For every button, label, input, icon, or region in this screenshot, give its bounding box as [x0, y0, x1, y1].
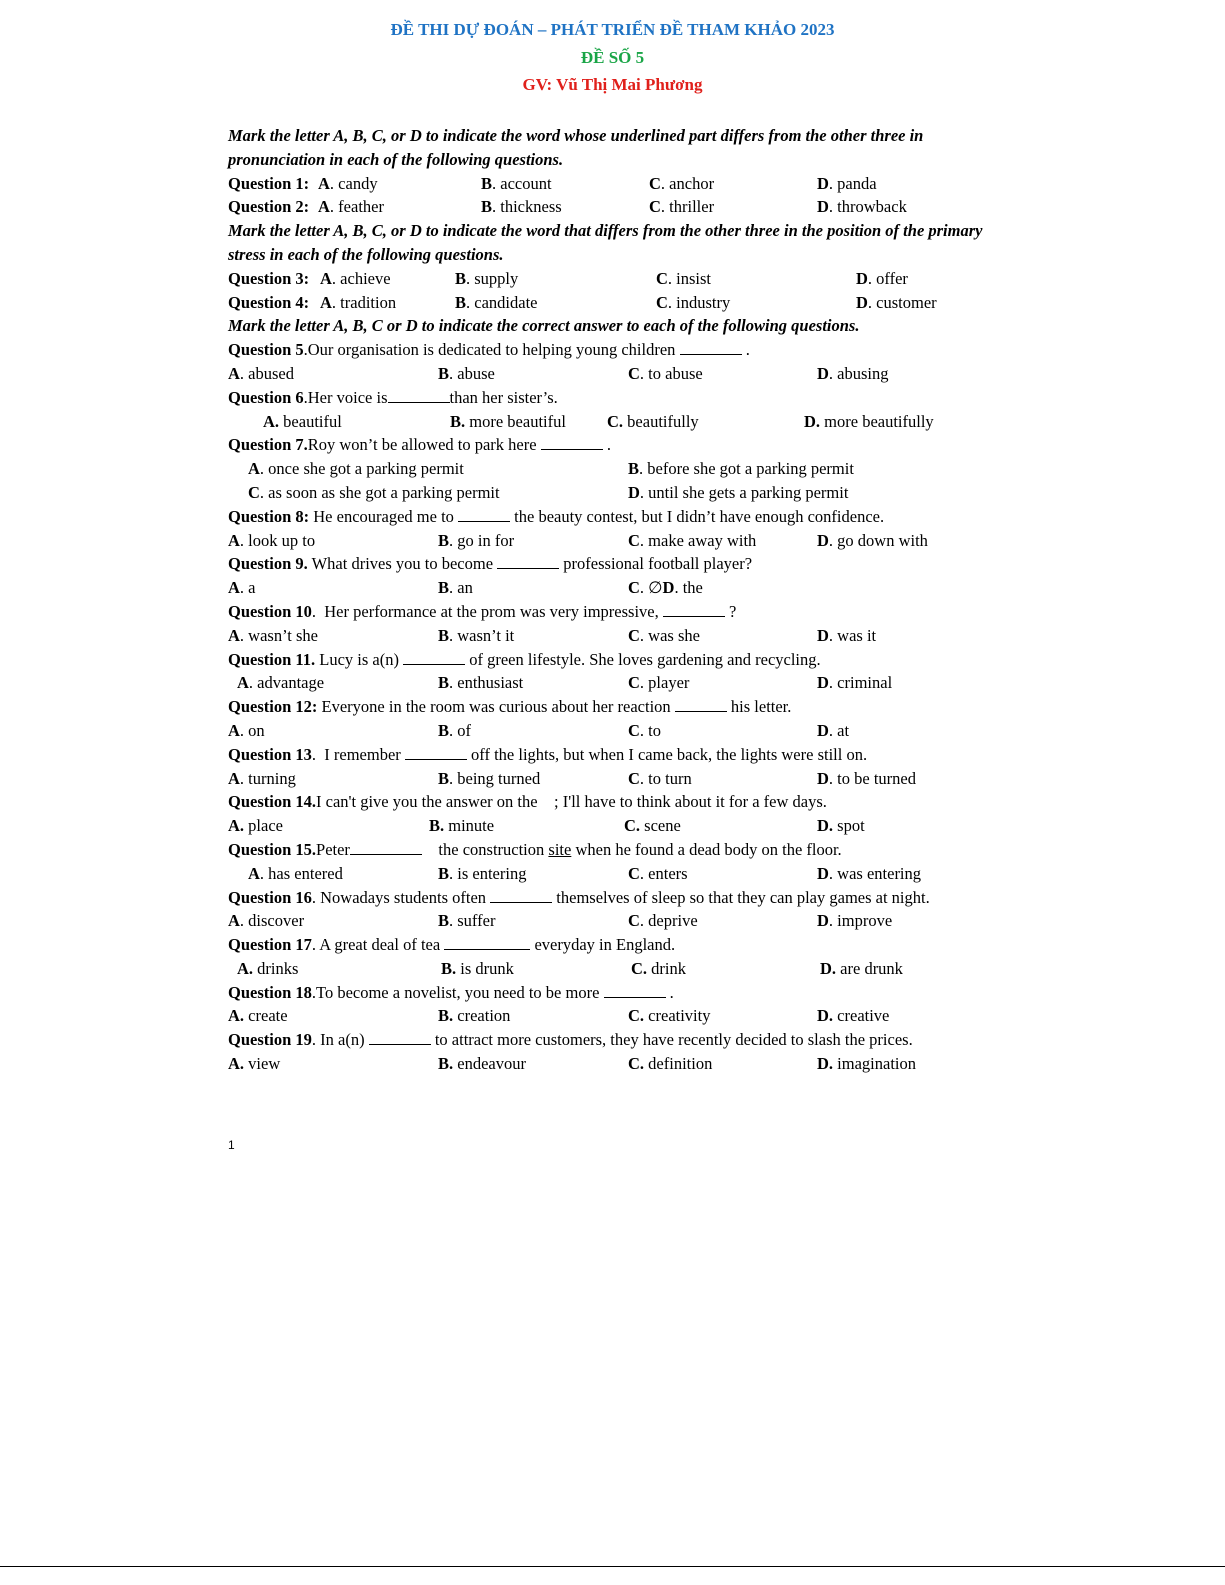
option-d: imagination	[837, 1054, 916, 1074]
question-label: Question 17	[228, 935, 312, 955]
question-8-options: A. look up to B. go in for C. make away with D. go down with	[228, 530, 928, 550]
question-label: Question 3:	[228, 268, 310, 288]
option-letter: A	[320, 292, 332, 312]
answer-blank	[458, 507, 510, 522]
option-a: feather	[338, 197, 384, 217]
option-letter: C	[628, 1006, 640, 1026]
option-b: wasn’t it	[457, 625, 515, 645]
question-label: Question 5	[228, 340, 304, 360]
option-c: as soon as she got a parking permit	[268, 482, 500, 502]
option-letter: D	[817, 768, 829, 788]
answer-blank	[680, 340, 742, 355]
option-d: at	[837, 720, 850, 740]
question-2: Question 2: A. feather B. thickness C. thriller D. throwback	[228, 197, 907, 217]
option-letter: A	[228, 625, 240, 645]
option-letter: A	[248, 459, 260, 479]
question-11-options: A. advantage B. enthusiast C. player D. criminal	[237, 673, 893, 693]
option-letter: A	[228, 1054, 240, 1074]
option-b: suffer	[457, 911, 496, 931]
option-letter: B	[438, 530, 450, 550]
question-stem: ; I'll have to think about it for a few days.	[554, 792, 827, 812]
option-a: abused	[248, 363, 294, 383]
option-letter: B	[438, 363, 450, 383]
option-a: wasn’t she	[248, 625, 318, 645]
option-letter: C	[628, 720, 640, 740]
option-b: is drunk	[460, 958, 514, 978]
question-13-stem: Question 13. I remember off the lights, but when I came back, the lights were still on.	[228, 744, 868, 764]
option-c: ∅	[648, 578, 663, 598]
question-label: Question 19	[228, 1030, 312, 1050]
option-d: creative	[837, 1006, 890, 1026]
option-letter: A	[248, 863, 260, 883]
option-letter: A	[318, 197, 330, 217]
option-a: achieve	[340, 268, 391, 288]
instruction-correct-answer: Mark the letter A, B, C or D to indicate the correct answer to each of the following questions.	[228, 316, 860, 336]
option-letter: C	[628, 625, 640, 645]
question-7-options-ab: A. once she got a parking permit B. before she got a parking permit	[248, 459, 854, 479]
option-letter: B	[438, 768, 450, 788]
option-letter: A	[228, 578, 240, 598]
question-5-stem: Question 5.Our organisation is dedicated to helping young children .	[228, 340, 750, 360]
question-label: Question 9.	[228, 554, 308, 574]
exam-title: ĐỀ THI DỰ ĐOÁN – PHÁT TRIỂN ĐỀ THAM KHẢO 2023	[390, 20, 835, 39]
option-d: improve	[837, 911, 893, 931]
question-stem: Her performance at the prom was very impressive,	[324, 601, 659, 621]
answer-blank	[350, 840, 422, 855]
question-label: Question 10	[228, 601, 312, 621]
option-letter: A	[228, 363, 240, 383]
question-label: Question 11.	[228, 649, 316, 669]
option-letter: C	[628, 1054, 640, 1074]
option-d: abusing	[837, 363, 889, 383]
option-letter: C	[248, 482, 260, 502]
option-c: to	[648, 720, 662, 740]
instruction-stress: Mark the letter A, B, C, or D to indicate the word that differs from the other three in the position of the primary stress in each of the following questions.	[228, 221, 983, 264]
option-letter: D	[817, 625, 829, 645]
question-stem: What drives you to become	[311, 554, 494, 574]
question-stem: professional football player?	[563, 554, 753, 574]
option-letter: C	[649, 173, 661, 193]
option-letter: C	[628, 530, 640, 550]
option-b: creation	[457, 1006, 511, 1026]
answer-blank	[405, 745, 467, 760]
question-stem: of green lifestyle. She loves gardening and recycling.	[469, 649, 821, 669]
option-c: anchor	[669, 173, 715, 193]
option-c: insist	[676, 268, 712, 288]
question-15-options: A. has entered B. is entering C. enters D. was entering	[248, 863, 922, 883]
question-label: Question 12:	[228, 697, 318, 717]
option-letter: D	[817, 863, 829, 883]
question-19-stem: Question 19. In a(n) to attract more customers, they have recently decided to slash the prices.	[228, 1030, 913, 1050]
question-content	[228, 124, 993, 1076]
option-c: creativity	[648, 1006, 711, 1026]
option-b: account	[500, 173, 552, 193]
option-letter: A	[228, 720, 240, 740]
question-1: Question 1: A. candy B. account C. anchor D. panda	[228, 173, 877, 193]
option-d: the	[682, 578, 703, 598]
question-3: Question 3: A. achieve B. supply C. insist D. offer	[228, 268, 908, 288]
question-17-options: A. drinks B. is drunk C. drink D. are drunk	[237, 958, 903, 978]
question-7-stem: Question 7.Roy won’t be allowed to park here .	[228, 435, 611, 455]
option-letter: D	[817, 363, 829, 383]
option-letter: B	[438, 578, 450, 598]
answer-blank	[497, 554, 559, 569]
answer-blank	[663, 602, 725, 617]
option-letter: C	[628, 911, 640, 931]
option-a: beautiful	[283, 411, 342, 431]
option-a: on	[248, 720, 265, 740]
option-letter: B	[481, 173, 493, 193]
option-b: of	[457, 720, 472, 740]
option-c: deprive	[648, 911, 698, 931]
option-a: a	[248, 578, 256, 598]
option-b: an	[457, 578, 473, 598]
option-letter: A	[237, 958, 249, 978]
option-letter: D	[628, 482, 640, 502]
option-letter: D	[817, 197, 829, 217]
question-14-options: A. place B. minute C. scene D. spot	[228, 816, 865, 836]
question-label: Question 6	[228, 387, 304, 407]
option-letter: B	[455, 292, 467, 312]
question-7-options-cd: C. as soon as she got a parking permit D. until she gets a parking permit	[248, 482, 849, 502]
option-b: go in for	[457, 530, 515, 550]
option-letter: B	[441, 958, 453, 978]
option-letter: D	[817, 1006, 829, 1026]
question-label: Question 4:	[228, 292, 310, 312]
option-letter: B	[429, 816, 441, 836]
teacher-name: GV: Vũ Thị Mai Phương	[522, 75, 703, 94]
option-c: definition	[648, 1054, 713, 1074]
question-stem: To become a novelist, you need to be more	[316, 982, 600, 1002]
option-b: minute	[448, 816, 495, 836]
option-letter: B	[438, 863, 450, 883]
option-d: was entering	[837, 863, 922, 883]
question-11-stem	[228, 648, 993, 672]
question-stem: He encouraged me to	[313, 506, 454, 526]
question-16-stem: Question 16. Nowadays students often themselves of sleep so that they can play games at night.	[228, 887, 930, 907]
option-b: before she got a parking permit	[647, 459, 854, 479]
option-letter: C	[649, 197, 661, 217]
question-4: Question 4: A. tradition B. candidate C. industry D. customer	[228, 292, 937, 312]
option-d: to be turned	[837, 768, 916, 788]
question-17-stem: Question 17. A great deal of tea everyday in England.	[228, 935, 676, 955]
question-stem: off the lights, but when I came back, the lights were still on.	[471, 744, 868, 764]
question-stem: Roy won’t be allowed to park here	[307, 435, 537, 455]
question-label: Question 2:	[228, 197, 310, 217]
option-a: discover	[248, 911, 305, 931]
option-b: candidate	[474, 292, 538, 312]
option-letter: D	[817, 911, 829, 931]
option-b: is entering	[457, 863, 527, 883]
question-13-options: A. turning B. being turned C. to turn D. to be turned	[228, 768, 916, 788]
question-stem: his letter.	[730, 697, 792, 717]
option-b: supply	[474, 268, 519, 288]
option-letter: A	[228, 816, 240, 836]
question-14-stem	[228, 790, 993, 814]
option-d: more beautifully	[824, 411, 934, 431]
page-bottom-divider	[0, 1566, 1225, 1567]
question-9-stem	[228, 552, 993, 576]
option-letter: A	[320, 268, 332, 288]
option-d: panda	[837, 173, 877, 193]
option-d: was it	[837, 625, 877, 645]
question-16-options: A. discover B. suffer C. deprive D. improve	[228, 911, 893, 931]
answer-blank	[403, 650, 465, 665]
option-a: create	[248, 1006, 288, 1026]
option-letter: A	[318, 173, 330, 193]
option-letter: B	[438, 673, 450, 693]
question-stem: Lucy is a(n)	[319, 649, 399, 669]
question-label: Question 13	[228, 744, 312, 764]
option-d: offer	[876, 268, 908, 288]
option-d: criminal	[837, 673, 893, 693]
question-label: Question 1:	[228, 173, 310, 193]
answer-blank	[388, 388, 450, 403]
question-label: Question 14.	[228, 792, 317, 812]
question-stem: when he found a dead body on the floor.	[575, 839, 842, 859]
option-c: to abuse	[648, 363, 703, 383]
question-stem: In a(n)	[320, 1030, 365, 1050]
option-c: drink	[651, 958, 687, 978]
question-12-stem	[228, 695, 993, 719]
question-10-options: A. wasn’t she B. wasn’t it C. was she D. was it	[228, 625, 877, 645]
option-letter: A	[237, 673, 249, 693]
option-c: player	[648, 673, 690, 693]
option-letter: B	[455, 268, 467, 288]
option-letter: B	[628, 459, 640, 479]
answer-blank	[444, 935, 530, 950]
option-letter: B	[438, 911, 450, 931]
question-stem: the construction	[438, 839, 545, 859]
option-letter: B	[450, 411, 462, 431]
question-stem: A great deal of tea	[319, 935, 441, 955]
option-letter: D	[804, 411, 816, 431]
answer-blank	[604, 983, 666, 998]
option-letter: C	[624, 816, 636, 836]
option-letter: A	[228, 768, 240, 788]
option-letter: C	[628, 363, 640, 383]
option-a: drinks	[257, 958, 299, 978]
option-letter: D	[662, 578, 675, 598]
option-a: advantage	[257, 673, 325, 693]
option-c: was she	[648, 625, 700, 645]
option-d: customer	[876, 292, 937, 312]
question-8-stem	[228, 505, 993, 529]
option-b: thickness	[500, 197, 562, 217]
question-9-options: A. a B. an C. ∅D. the	[228, 578, 703, 598]
answer-blank	[541, 435, 603, 450]
question-stem: everyday in England.	[534, 935, 676, 955]
question-stem: the beauty contest, but I didn’t have enough confidence.	[514, 506, 885, 526]
question-stem: to attract more customers, they have recently decided to slash the prices.	[434, 1030, 913, 1050]
option-b: being turned	[457, 768, 541, 788]
question-12-options: A. on B. of C. to D. at	[228, 720, 850, 740]
option-letter: B	[481, 197, 493, 217]
option-letter: A	[228, 530, 240, 550]
question-18-options: A. create B. creation C. creativity D. creative	[228, 1006, 890, 1026]
option-b: enthusiast	[457, 673, 524, 693]
option-letter: C	[628, 768, 640, 788]
option-letter: B	[438, 625, 450, 645]
question-15-stem	[228, 838, 993, 862]
option-letter: B	[438, 1054, 450, 1074]
option-letter: A	[228, 911, 240, 931]
instruction-pronunciation: Mark the letter A, B, C, or D to indicate the word whose underlined part differs from the other three in pronunciation in each of the following questions.	[228, 126, 924, 169]
option-letter: D	[817, 720, 829, 740]
option-letter: D	[817, 816, 829, 836]
question-stem: Our organisation is dedicated to helping young children	[307, 340, 676, 360]
option-letter: A	[263, 411, 275, 431]
option-c: industry	[676, 292, 731, 312]
option-letter: C	[656, 268, 668, 288]
option-letter: D	[817, 1054, 829, 1074]
option-c: thriller	[669, 197, 715, 217]
answer-blank	[675, 697, 727, 712]
option-letter: B	[438, 1006, 450, 1026]
answer-blank	[369, 1030, 431, 1045]
exam-subtitle: ĐỀ SỐ 5	[580, 48, 645, 67]
option-d: spot	[837, 816, 865, 836]
option-c: make away with	[648, 530, 757, 550]
option-d: until she gets a parking permit	[648, 482, 849, 502]
question-5-options: A. abused B. abuse C. to abuse D. abusing	[228, 363, 889, 383]
question-stem: I can't give you the answer on the	[316, 792, 538, 812]
question-stem: Peter	[316, 839, 350, 859]
question-6-options: A. beautiful B. more beautiful C. beautifully D. more beautifully	[263, 411, 934, 431]
option-c: enters	[648, 863, 688, 883]
question-label: Question 18	[228, 982, 312, 1002]
option-d: go down with	[837, 530, 928, 550]
option-a: place	[248, 816, 283, 836]
option-letter: D	[856, 268, 868, 288]
option-a: view	[248, 1054, 281, 1074]
option-c: scene	[644, 816, 681, 836]
option-a: candy	[338, 173, 378, 193]
question-stem: I remember	[324, 744, 401, 764]
option-letter: D	[817, 173, 829, 193]
option-d: are drunk	[840, 958, 903, 978]
option-c: beautifully	[627, 411, 699, 431]
option-a: turning	[248, 768, 296, 788]
option-letter: C	[628, 673, 640, 693]
question-stem: Nowadays students often	[320, 887, 487, 907]
option-letter: D	[820, 958, 832, 978]
option-letter: C	[631, 958, 643, 978]
option-a: look up to	[248, 530, 316, 550]
option-b: abuse	[457, 363, 495, 383]
question-stem: than her sister’s.	[449, 387, 558, 407]
question-label: Question 16	[228, 887, 312, 907]
option-letter: A	[228, 1006, 240, 1026]
question-stem: Everyone in the room was curious about her reaction	[321, 697, 671, 717]
question-19-options: A. view B. endeavour C. definition D. imagination	[228, 1054, 916, 1074]
option-b: endeavour	[457, 1054, 526, 1074]
option-letter: C	[607, 411, 619, 431]
question-label: Question 7.	[228, 435, 308, 455]
option-letter: B	[438, 720, 450, 740]
question-6-stem: Question 6.Her voice is than her sister’s.	[228, 387, 558, 407]
question-stem: themselves of sleep so that they can play games at night.	[556, 887, 930, 907]
option-b: more beautiful	[469, 411, 566, 431]
question-label: Question 15.	[228, 839, 317, 859]
question-stem: site	[548, 839, 572, 859]
option-letter: C	[628, 863, 640, 883]
option-letter: C	[656, 292, 668, 312]
option-a: has entered	[268, 863, 343, 883]
option-letter: C	[628, 578, 640, 598]
option-letter: D	[856, 292, 868, 312]
answer-blank	[490, 888, 552, 903]
question-10-stem: Question 10. Her performance at the prom was very impressive, ?	[228, 601, 737, 621]
option-a: tradition	[340, 292, 397, 312]
option-letter: D	[817, 673, 829, 693]
option-letter: D	[817, 530, 829, 550]
question-18-stem: Question 18.To become a novelist, you need to be more .	[228, 982, 674, 1002]
option-d: throwback	[837, 197, 907, 217]
option-c: to turn	[648, 768, 692, 788]
question-label: Question 8:	[228, 506, 310, 526]
option-a: once she got a parking permit	[268, 459, 464, 479]
page-number: 1	[228, 1138, 235, 1152]
question-stem: Her voice is	[307, 387, 388, 407]
